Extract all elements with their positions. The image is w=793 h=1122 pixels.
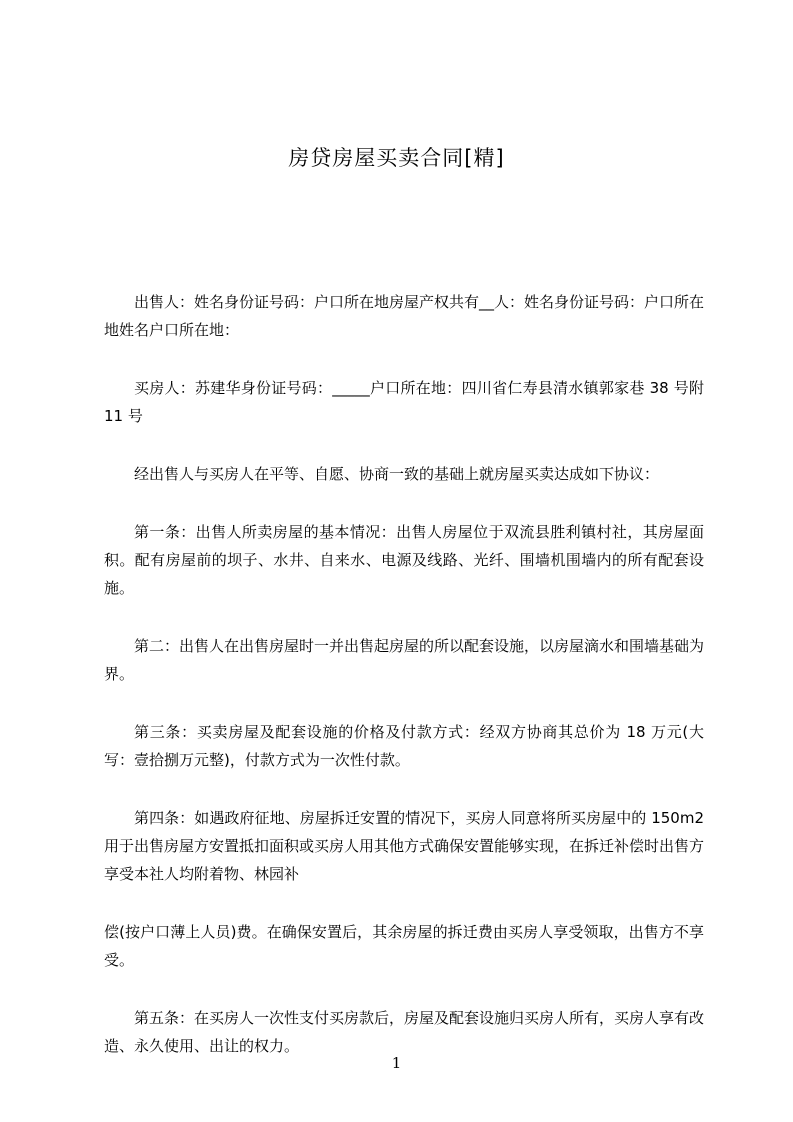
paragraph-article-3: 第三条：买卖房屋及配套设施的价格及付款方式：经双方协商其总价为 18 万元(大写：壹拾捌万元整)，付款方式为一次性付款。: [104, 723, 704, 769]
paragraph-seller: 出售人：姓名身份证号码：户口所在地房屋产权共有__人：姓名身份证号码：户口所在地姓名户口所在地：: [104, 293, 705, 339]
document-body: [104, 288, 704, 1090]
paragraph-article-1: 第一条：出售人所卖房屋的基本情况：出售人房屋位于双流县胜利镇村社，其房屋面积。配有房屋前的坝子、水井、自来水、电源及线路、光纤、围墙机围墙内的所有配套设施。: [104, 523, 704, 597]
paragraph-article-4: 第四条：如遇政府征地、房屋拆迁安置的情况下，买房人同意将所买房屋中的 150m2 用于出售房屋方安置抵扣面积或买房人用其他方式确保安置能够实现，在拆迁补偿时出售方享受本社人均附着物、林园补: [104, 809, 705, 883]
paragraph-article-2: 第二：出售人在出售房屋时一并出售起房屋的所以配套设施，以房屋滴水和围墙基础为界。: [104, 637, 705, 683]
paragraph-article-4-continued: 偿(按户口薄上人员)费。在确保安置后，其余房屋的拆迁费由买房人享受领取，出售方不享受。: [104, 923, 704, 969]
paragraph-agreement-intro: 经出售人与买房人在平等、自愿、协商一致的基础上就房屋买卖达成如下协议：: [134, 465, 660, 483]
document-title: 房贷房屋买卖合同[精]: [288, 146, 505, 170]
paragraph-buyer: 买房人：苏建华身份证号码：_____户口所在地：四川省仁寿县清水镇郭家巷 38 号附 11 号: [104, 379, 704, 425]
page-number: 1: [391, 1054, 402, 1072]
paragraph-article-5: 第五条：在买房人一次性支付买房款后，房屋及配套设施归买房人所有，买房人享有改造、永久使用、出让的权力。: [104, 1009, 705, 1055]
